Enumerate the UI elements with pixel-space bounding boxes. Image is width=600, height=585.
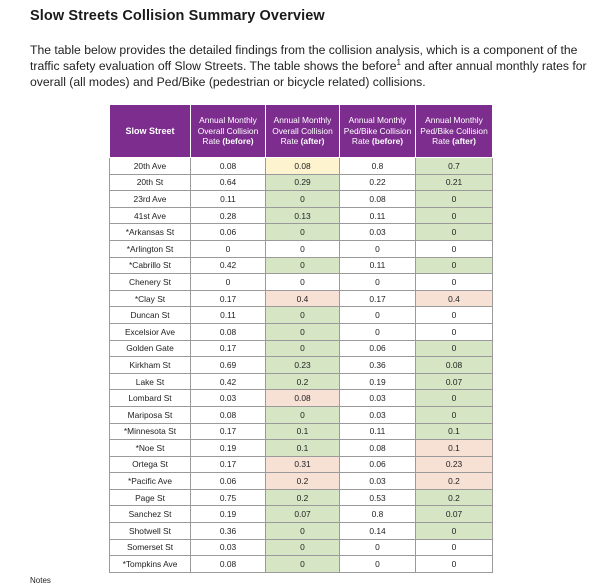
- cell-street: *Minnesota St: [110, 423, 191, 440]
- cell-street: Somerset St: [110, 539, 191, 556]
- cell-pedbike-after: 0: [416, 207, 493, 224]
- cell-pedbike-after: 0: [416, 390, 493, 407]
- cell-street: *Tompkins Ave: [110, 556, 191, 573]
- cell-overall-before: 0.42: [191, 373, 266, 390]
- cell-overall-before: 0.08: [191, 158, 266, 175]
- cell-pedbike-after: 0: [416, 556, 493, 573]
- cell-overall-before: 0.17: [191, 423, 266, 440]
- cell-overall-before: 0.06: [191, 473, 266, 490]
- table-row: [110, 174, 493, 191]
- cell-street: 20th St: [110, 174, 191, 191]
- header-slow-street: Slow Street: [110, 105, 191, 158]
- cell-overall-after: 0.13: [266, 207, 340, 224]
- cell-overall-before: 0.36: [191, 523, 266, 540]
- cell-street: Duncan St: [110, 307, 191, 324]
- cell-pedbike-before: 0.11: [340, 207, 416, 224]
- cell-overall-after: 0.4: [266, 290, 340, 307]
- cell-pedbike-after: 0.1: [416, 423, 493, 440]
- cell-pedbike-after: 0: [416, 257, 493, 274]
- cell-pedbike-before: 0.36: [340, 357, 416, 374]
- table-row: [110, 158, 493, 175]
- table-row: [110, 556, 493, 573]
- cell-street: *Arlington St: [110, 240, 191, 257]
- table-row: [110, 323, 493, 340]
- cell-overall-after: 0: [266, 224, 340, 241]
- footnote-marker: 1: [396, 57, 401, 67]
- cell-pedbike-after: 0: [416, 323, 493, 340]
- footnote: Notes: [30, 576, 51, 585]
- table-row: [110, 423, 493, 440]
- cell-overall-after: 0.2: [266, 473, 340, 490]
- page-title: Slow Streets Collision Summary Overview: [30, 8, 325, 24]
- cell-pedbike-before: 0.03: [340, 224, 416, 241]
- cell-pedbike-after: 0: [416, 224, 493, 241]
- cell-pedbike-before: 0.11: [340, 257, 416, 274]
- cell-overall-before: 0.11: [191, 307, 266, 324]
- cell-street: Golden Gate: [110, 340, 191, 357]
- cell-pedbike-after: 0.07: [416, 506, 493, 523]
- collision-summary-table: [109, 104, 493, 573]
- cell-pedbike-after: 0.7: [416, 158, 493, 175]
- table-header-row: [110, 105, 493, 158]
- cell-pedbike-before: 0: [340, 323, 416, 340]
- cell-street: *Cabrillo St: [110, 257, 191, 274]
- table-body: [110, 158, 493, 573]
- cell-pedbike-after: 0.2: [416, 489, 493, 506]
- cell-pedbike-before: 0: [340, 307, 416, 324]
- cell-street: Kirkham St: [110, 357, 191, 374]
- cell-street: Shotwell St: [110, 523, 191, 540]
- cell-overall-after: 0.08: [266, 390, 340, 407]
- cell-street: *Arkansas St: [110, 224, 191, 241]
- header-pedbike-before: Annual Monthly Ped/Bike Collision Rate (before): [340, 105, 416, 158]
- cell-overall-before: 0.42: [191, 257, 266, 274]
- intro-paragraph: [30, 42, 595, 90]
- cell-overall-before: 0.17: [191, 340, 266, 357]
- cell-pedbike-after: 0: [416, 406, 493, 423]
- cell-pedbike-after: 0.23: [416, 456, 493, 473]
- intro-text-part1: The table below provides the detailed findings from the collision analysis, which is a component of the traffic safety evaluation off Slow Streets. The table shows the before: [30, 43, 578, 73]
- cell-overall-before: 0.19: [191, 506, 266, 523]
- cell-overall-before: 0.69: [191, 357, 266, 374]
- cell-overall-before: 0.03: [191, 539, 266, 556]
- cell-pedbike-before: 0.03: [340, 473, 416, 490]
- cell-street: *Clay St: [110, 290, 191, 307]
- cell-overall-before: 0.08: [191, 406, 266, 423]
- cell-pedbike-before: 0.03: [340, 390, 416, 407]
- cell-street: Ortega St: [110, 456, 191, 473]
- cell-overall-before: 0.11: [191, 191, 266, 208]
- table-row: [110, 523, 493, 540]
- cell-street: Chenery St: [110, 274, 191, 291]
- cell-pedbike-before: 0.06: [340, 456, 416, 473]
- cell-overall-after: 0.29: [266, 174, 340, 191]
- cell-overall-before: 0.28: [191, 207, 266, 224]
- cell-overall-before: 0.06: [191, 224, 266, 241]
- cell-pedbike-before: 0: [340, 274, 416, 291]
- cell-pedbike-after: 0: [416, 274, 493, 291]
- cell-pedbike-before: 0.19: [340, 373, 416, 390]
- cell-street: *Pacific Ave: [110, 473, 191, 490]
- cell-pedbike-after: 0: [416, 191, 493, 208]
- cell-overall-after: 0: [266, 240, 340, 257]
- cell-overall-after: 0.1: [266, 423, 340, 440]
- cell-overall-before: 0.08: [191, 323, 266, 340]
- cell-pedbike-before: 0.8: [340, 506, 416, 523]
- cell-pedbike-after: 0.07: [416, 373, 493, 390]
- cell-overall-after: 0.2: [266, 373, 340, 390]
- cell-pedbike-before: 0: [340, 240, 416, 257]
- table-row: [110, 473, 493, 490]
- table-row: [110, 390, 493, 407]
- cell-street: Excelsior Ave: [110, 323, 191, 340]
- table-row: [110, 440, 493, 457]
- cell-overall-after: 0.23: [266, 357, 340, 374]
- cell-overall-before: 0: [191, 240, 266, 257]
- table-row: [110, 357, 493, 374]
- cell-overall-after: 0: [266, 523, 340, 540]
- table-row: [110, 224, 493, 241]
- cell-street: 23rd Ave: [110, 191, 191, 208]
- table-row: [110, 489, 493, 506]
- cell-overall-after: 0: [266, 257, 340, 274]
- cell-overall-before: 0.75: [191, 489, 266, 506]
- cell-pedbike-before: 0.08: [340, 191, 416, 208]
- cell-overall-before: 0.03: [191, 390, 266, 407]
- cell-street: Sanchez St: [110, 506, 191, 523]
- table-row: [110, 191, 493, 208]
- cell-overall-after: 0.31: [266, 456, 340, 473]
- cell-overall-before: 0.17: [191, 290, 266, 307]
- cell-overall-after: 0: [266, 556, 340, 573]
- table-row: [110, 373, 493, 390]
- cell-pedbike-before: 0.53: [340, 489, 416, 506]
- cell-pedbike-after: 0: [416, 523, 493, 540]
- cell-pedbike-before: 0: [340, 539, 416, 556]
- cell-street: 20th Ave: [110, 158, 191, 175]
- table-row: [110, 307, 493, 324]
- cell-overall-after: 0: [266, 406, 340, 423]
- cell-street: 41st Ave: [110, 207, 191, 224]
- cell-street: Lake St: [110, 373, 191, 390]
- cell-overall-after: 0.08: [266, 158, 340, 175]
- table-row: [110, 257, 493, 274]
- table-row: [110, 290, 493, 307]
- cell-overall-before: 0.17: [191, 456, 266, 473]
- header-overall-after: Annual Monthly Overall Collision Rate (after): [266, 105, 340, 158]
- cell-pedbike-before: 0.22: [340, 174, 416, 191]
- cell-overall-after: 0: [266, 323, 340, 340]
- cell-overall-after: 0: [266, 539, 340, 556]
- cell-overall-after: 0.07: [266, 506, 340, 523]
- cell-street: *Noe St: [110, 440, 191, 457]
- cell-pedbike-after: 0: [416, 340, 493, 357]
- table-row: [110, 274, 493, 291]
- table-row: [110, 207, 493, 224]
- header-pedbike-after: Annual Monthly Ped/Bike Collision Rate (after): [416, 105, 493, 158]
- cell-pedbike-after: 0.2: [416, 473, 493, 490]
- header-overall-before: Annual Monthly Overall Collision Rate (before): [191, 105, 266, 158]
- cell-pedbike-before: 0.17: [340, 290, 416, 307]
- table-row: [110, 340, 493, 357]
- cell-overall-after: 0: [266, 340, 340, 357]
- cell-pedbike-after: 0.21: [416, 174, 493, 191]
- cell-pedbike-after: 0.4: [416, 290, 493, 307]
- cell-street: Lombard St: [110, 390, 191, 407]
- cell-pedbike-after: 0: [416, 240, 493, 257]
- cell-pedbike-before: 0.8: [340, 158, 416, 175]
- intro-text-part2: and after annual monthly rates for overall (all modes) and Ped/Bike (pedestrian or bicycle related) collisions.: [30, 59, 587, 89]
- cell-overall-before: 0.64: [191, 174, 266, 191]
- cell-overall-before: 0: [191, 274, 266, 291]
- cell-overall-before: 0.19: [191, 440, 266, 457]
- cell-pedbike-after: 0.08: [416, 357, 493, 374]
- cell-pedbike-after: 0: [416, 307, 493, 324]
- cell-pedbike-before: 0.03: [340, 406, 416, 423]
- table-row: [110, 456, 493, 473]
- cell-overall-before: 0.08: [191, 556, 266, 573]
- cell-pedbike-before: 0.08: [340, 440, 416, 457]
- table-row: [110, 406, 493, 423]
- cell-street: Mariposa St: [110, 406, 191, 423]
- cell-pedbike-before: 0: [340, 556, 416, 573]
- cell-pedbike-before: 0.06: [340, 340, 416, 357]
- cell-overall-after: 0: [266, 274, 340, 291]
- cell-overall-after: 0.1: [266, 440, 340, 457]
- cell-overall-after: 0: [266, 307, 340, 324]
- table-row: [110, 539, 493, 556]
- cell-overall-after: 0: [266, 191, 340, 208]
- cell-pedbike-after: 0: [416, 539, 493, 556]
- cell-pedbike-before: 0.14: [340, 523, 416, 540]
- cell-pedbike-after: 0.1: [416, 440, 493, 457]
- cell-pedbike-before: 0.11: [340, 423, 416, 440]
- table-row: [110, 240, 493, 257]
- cell-street: Page St: [110, 489, 191, 506]
- cell-overall-after: 0.2: [266, 489, 340, 506]
- table-row: [110, 506, 493, 523]
